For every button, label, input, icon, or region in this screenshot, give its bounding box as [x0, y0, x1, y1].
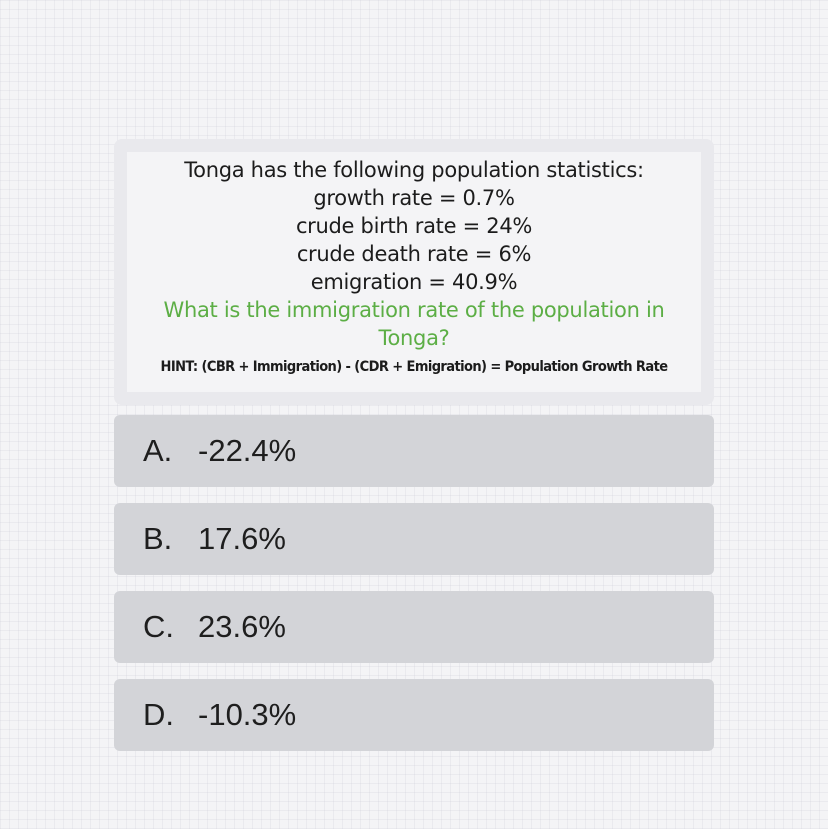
answer-option-c[interactable] [114, 591, 714, 663]
answer-option-b[interactable] [114, 503, 714, 575]
stat-crude-birth-rate: crude birth rate = 24% [295, 214, 533, 238]
question-card [114, 139, 714, 405]
answer-letter: B. [143, 521, 173, 556]
stat-growth-rate: growth rate = 0.7% [313, 186, 515, 210]
answer-letter: C. [143, 609, 174, 644]
question-prompt: What is the immigration rate of the population in Tonga? [163, 298, 665, 350]
answer-letter: D. [143, 697, 174, 732]
question-intro: Tonga has the following population statistics: [184, 158, 644, 182]
answer-value: -10.3% [198, 697, 297, 732]
answer-value: 23.6% [198, 609, 286, 644]
answer-value: 17.6% [198, 521, 286, 556]
stat-emigration: emigration = 40.9% [310, 270, 518, 294]
question-hint: HINT: (CBR + Immigration) - (CDR + Emigration) = Population Growth Rate [160, 359, 668, 375]
answer-option-d[interactable] [114, 679, 714, 751]
question-text-panel [127, 152, 701, 392]
answer-letter: A. [143, 433, 173, 468]
answer-option-a[interactable] [114, 415, 714, 487]
answer-value: -22.4% [198, 433, 297, 468]
stat-crude-death-rate: crude death rate = 6% [296, 242, 532, 266]
